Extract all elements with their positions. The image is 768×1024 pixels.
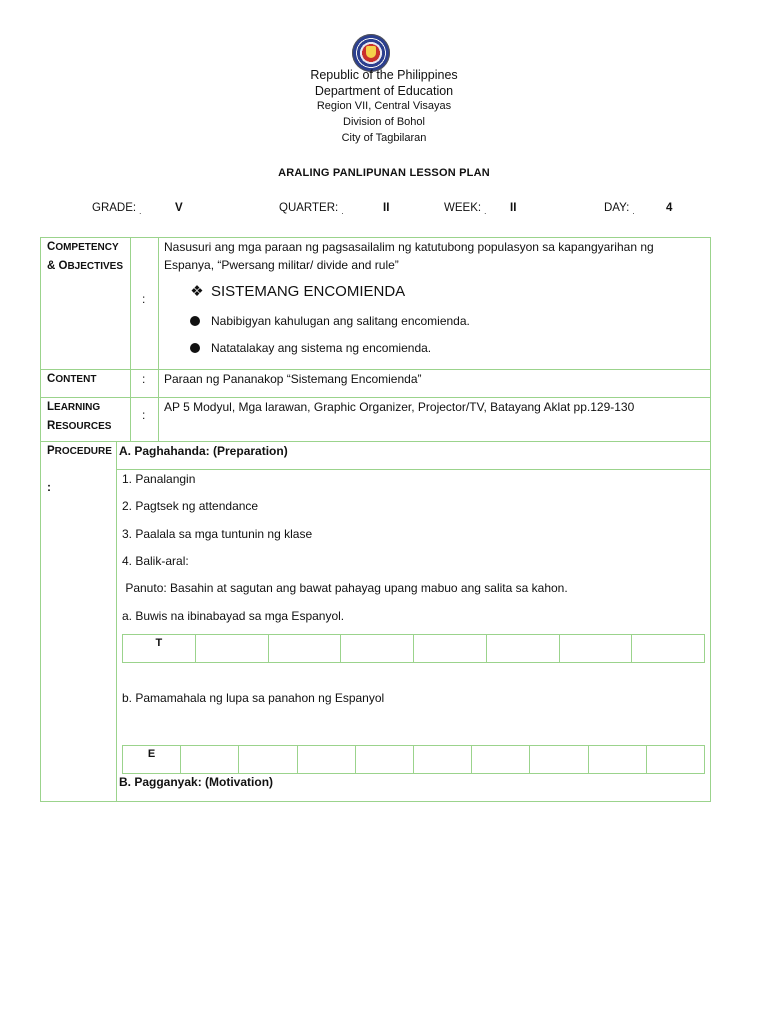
grid-cell[interactable] [631,635,704,662]
header-division: Division of Bohol [343,116,425,128]
letter-grid-a [122,634,705,663]
grid-cell[interactable] [413,746,471,773]
grid-cell[interactable] [471,746,529,773]
resources-text: AP 5 Modyul, Mga larawan, Graphic Organizer, Projector/TV, Batayang Aklat pp.129-130 [164,400,635,414]
content-colon: : [142,372,146,386]
competency-colon: : [142,292,146,306]
lesson-table [40,237,711,802]
header-city: City of Tagbilaran [341,132,427,144]
grid-cell[interactable] [529,746,587,773]
grid-cell[interactable] [646,746,704,773]
content-text: Paraan ng Pananakop “Sistemang Encomienda” [164,372,422,386]
grid-cell[interactable] [486,635,559,662]
section-a-heading: A. Paghahanda: (Preparation) [119,444,288,458]
day-label: DAY: $_.$ [604,202,635,216]
bullet-dot-icon [190,343,200,353]
deped-seal-icon [352,34,390,72]
grid-cell[interactable] [413,635,486,662]
procedure-label: PROCEDURE [47,445,112,457]
competency-text: Nasusuri ang mga paraan ng pagsasailalim ng katutubong populasyon sa kapangyarihan ng Espanya, “Pwersang militar/ divide and rule” [164,240,654,272]
procedure-colon: : [47,480,51,494]
grid-cell[interactable] [238,746,296,773]
week-label: WEEK: $_.$ [444,202,487,216]
item-b: b. Pamamahala ng lupa sa panahon ng Espanyol [122,691,385,705]
competency-bullet-1: Nabibigyan kahulugan ang salitang encomienda. [184,314,470,328]
grid-cell[interactable]: T [155,637,163,649]
grid-cell[interactable] [559,635,632,662]
letter-grid-b [122,745,705,774]
quarter-value: II [383,202,390,214]
page-title: ARALING PANLIPUNAN LESSON PLAN [278,167,490,179]
header-region: Region VII, Central Visayas [316,100,452,112]
week-value: II [510,202,517,214]
resources-colon: : [142,408,146,422]
content-label: CONTENT [47,373,97,385]
step-1: 1. Panalangin [122,472,196,486]
header-republic: Republic of the Philippines [310,68,458,82]
grid-cell[interactable] [588,746,646,773]
diamond-bullet-icon: ❖ [190,283,204,300]
resources-label: LEARNING RESOURCES [47,401,112,432]
competency-label: COMPETENCY & OBJECTIVES [47,241,124,272]
grid-cell[interactable] [340,635,413,662]
grid-cell[interactable] [297,746,355,773]
item-a: a. Buwis na ibinabayad sa mga Espanyol. [122,609,345,623]
grid-cell[interactable] [268,635,341,662]
grid-cell[interactable] [195,635,268,662]
grid-cell[interactable]: E [147,748,156,760]
day-value: 4 [666,202,673,214]
header-department: Department of Education [314,84,454,98]
competency-heading: ❖ SISTEMANG ENCOMIENDA [186,282,405,300]
competency-bullet-2: Natatalakay ang sistema ng encomienda. [184,341,431,355]
section-b-heading: B. Pagganyak: (Motivation) [119,775,274,789]
step-2: 2. Pagtsek ng attendance [122,499,259,513]
bullet-dot-icon [190,316,200,326]
step-4: 4. Balik-aral: [122,554,189,568]
grade-value: V [175,202,183,214]
grid-cell[interactable] [355,746,413,773]
instruction: Panuto: Basahin at sagutan ang bawat pahayag upang mabuo ang salita sa kahon. [122,581,568,595]
grade-label: GRADE: $_.$ [92,202,142,216]
step-3: 3. Paalala sa mga tuntunin ng klase [122,527,313,541]
grid-cell[interactable] [180,746,238,773]
quarter-label: QUARTER: $_.$ [279,202,344,216]
